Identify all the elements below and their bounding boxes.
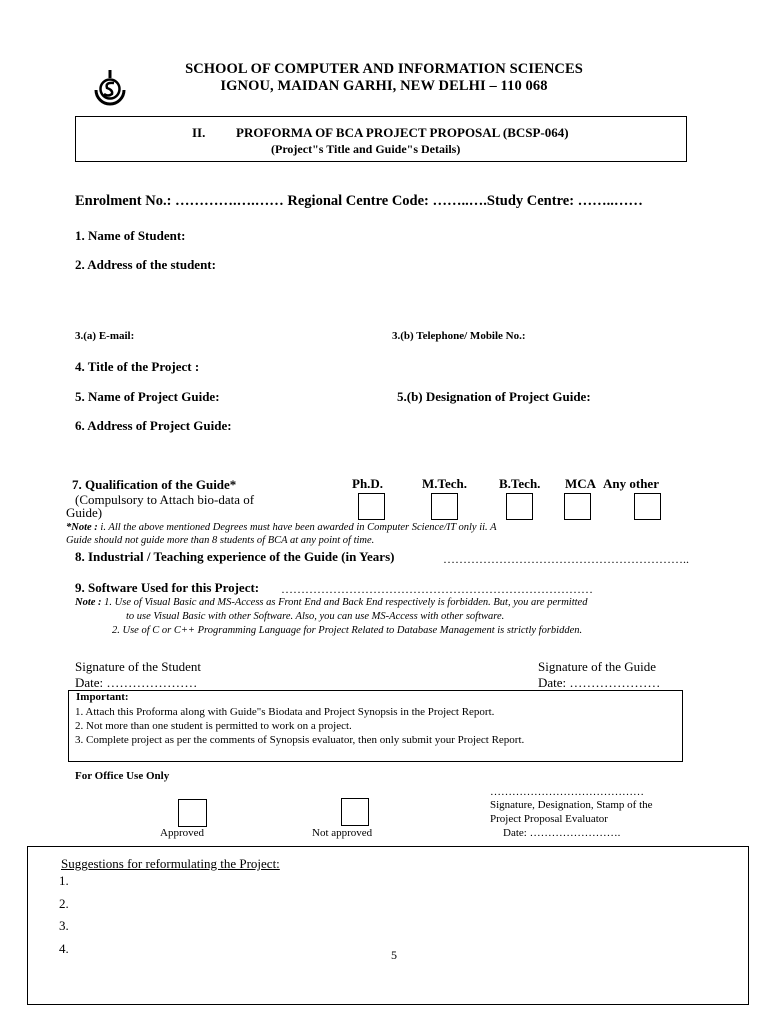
field-student-address[interactable]: 2. Address of the student: — [75, 257, 216, 272]
degree-note-line1 — [66, 522, 497, 533]
not-approved-checkbox[interactable] — [341, 798, 369, 826]
qual-checkbox-any-other[interactable] — [634, 493, 661, 520]
software-note-text-1: 1. Use of Visual Basic and MS-Access as Front End and Back End respectively is forbidden. But, you are permitted — [104, 597, 588, 608]
field-guide-designation[interactable]: 5.(b) Designation of Project Guide: — [397, 389, 591, 404]
guide-signature-label: Signature of the Guide — [538, 659, 657, 674]
important-item-1: 1. Attach this Proforma along with Guide"s Biodata and Project Synopsis in the Project Report. — [75, 706, 495, 718]
title-box — [75, 116, 687, 162]
field-software-used[interactable]: 9. Software Used for this Project: — [75, 580, 260, 595]
suggestion-item-1[interactable]: 1. — [59, 873, 69, 888]
degree-note-prefix: *Note : — [66, 522, 101, 533]
important-item-3: 3. Complete project as per the comments of Synopsis evaluator, then only submit your Project Report. — [75, 734, 525, 746]
field-guide-qualification: 7. Qualification of the Guide* — [72, 477, 237, 492]
qual-label-any-other: Any other — [603, 476, 659, 491]
enrolment-line[interactable]: Enrolment No.: ………….….…… Regional Centre Code: ……..….Study Centre: ……..…… — [75, 193, 643, 209]
suggestion-item-4[interactable]: 4. — [59, 941, 69, 956]
software-dots: …………………………………………………………………… — [281, 582, 593, 596]
evaluator-signature-label: Signature, Designation, Stamp of the — [490, 799, 653, 811]
field-guide-experience[interactable]: 8. Industrial / Teaching experience of the Guide (in Years) — [75, 549, 395, 564]
field-telephone[interactable]: 3.(b) Telephone/ Mobile No.: — [392, 330, 526, 342]
field-guide-address[interactable]: 6. Address of Project Guide: — [75, 418, 232, 433]
important-box — [68, 690, 683, 762]
approved-checkbox[interactable] — [178, 799, 207, 827]
suggestions-box — [27, 846, 749, 1005]
experience-dots: …………………………………………………….. — [443, 552, 689, 566]
qualification-note-1: (Compulsory to Attach bio-data of — [75, 492, 255, 507]
student-date[interactable]: Date: ………………… — [75, 675, 198, 690]
important-heading: Important: — [76, 691, 129, 703]
proforma-subtitle: (Project"s Title and Guide"s Details) — [271, 142, 461, 156]
software-note-line1 — [75, 597, 587, 608]
approved-label: Approved — [160, 827, 204, 839]
qual-label-mca: MCA — [565, 476, 597, 491]
office-use-heading: For Office Use Only — [75, 770, 170, 782]
proforma-title: PROFORMA OF BCA PROJECT PROPOSAL (BCSP-064) — [236, 125, 569, 140]
software-note-line3: 2. Use of C or C++ Programming Language for Project Related to Database Management is strictly forbidden. — [112, 625, 583, 636]
student-signature-label: Signature of the Student — [75, 659, 202, 674]
software-note-line2: to use Visual Basic with other Software. Also, you can use MS-Access with other software. — [126, 611, 505, 622]
degree-note-line2: Guide should not guide more than 8 students of BCA at any point of time. — [66, 535, 375, 546]
degree-note-text: i. All the above mentioned Degrees must have been awarded in Computer Science/IT only ii. A — [100, 522, 497, 533]
not-approved-label: Not approved — [312, 827, 373, 839]
page-number: 5 — [391, 948, 397, 962]
qual-checkbox-btech[interactable] — [506, 493, 533, 520]
section-number: II. — [192, 125, 206, 140]
qual-label-mtech: M.Tech. — [422, 476, 468, 491]
evaluator-date[interactable]: Date: ……………………. — [503, 827, 621, 839]
suggestion-item-2[interactable]: 2. — [59, 896, 69, 911]
qual-label-btech: B.Tech. — [499, 476, 541, 491]
qualification-note-2: Guide) — [66, 505, 103, 520]
field-email[interactable]: 3.(a) E-mail: — [75, 330, 135, 342]
guide-date[interactable]: Date: ………………… — [538, 675, 661, 690]
software-note-prefix: Note : — [75, 597, 105, 608]
evaluator-signature-dots: …………………………………… — [490, 786, 644, 798]
field-guide-name[interactable]: 5. Name of Project Guide: — [75, 389, 220, 404]
field-name-of-student[interactable]: 1. Name of Student: — [75, 228, 186, 243]
important-item-2: 2. Not more than one student is permitted to work on a project. — [75, 720, 352, 732]
field-project-title[interactable]: 4. Title of the Project : — [75, 359, 200, 374]
school-name: SCHOOL OF COMPUTER AND INFORMATION SCIENCES — [185, 61, 583, 77]
qual-checkbox-mca[interactable] — [564, 493, 591, 520]
school-address: IGNOU, MAIDAN GARHI, NEW DELHI – 110 068 — [220, 78, 548, 94]
qual-label-phd: Ph.D. — [352, 476, 384, 491]
qual-checkbox-mtech[interactable] — [431, 493, 458, 520]
suggestion-item-3[interactable]: 3. — [59, 918, 69, 933]
qual-checkbox-phd[interactable] — [358, 493, 385, 520]
evaluator-role-label: Project Proposal Evaluator — [490, 813, 608, 825]
suggestions-heading: Suggestions for reformulating the Project: — [61, 856, 280, 871]
